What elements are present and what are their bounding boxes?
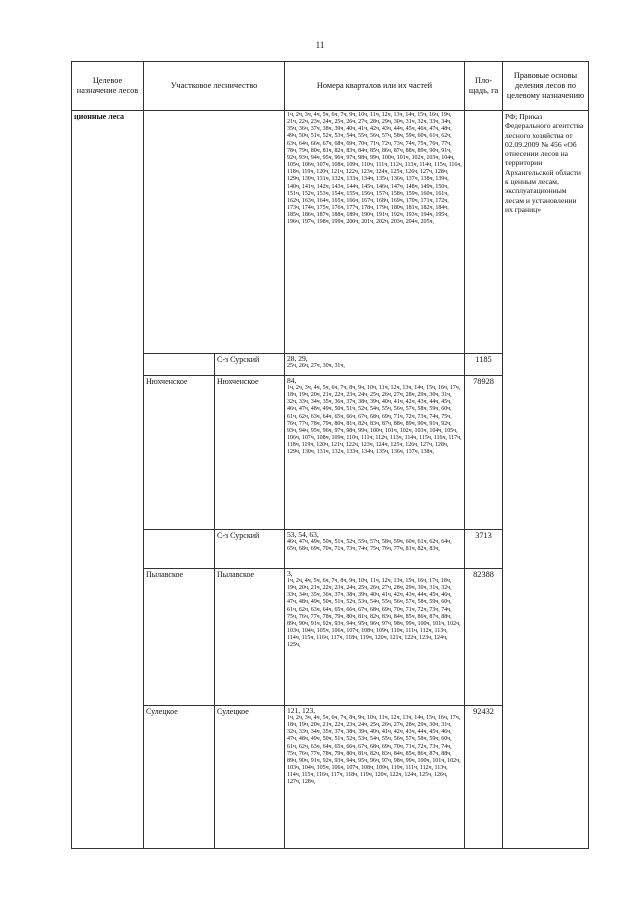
area-cell — [465, 111, 503, 354]
local-forestry-cell: Нюхченское — [215, 376, 285, 530]
subdivision-cell: Сулецкое — [144, 706, 215, 849]
area-cell: 92432 — [465, 706, 503, 849]
quarters-cell — [285, 706, 465, 849]
local-forestry-cell: С-з Сурский — [215, 354, 285, 376]
quarters-parts: 46ч, 47ч, 49ч, 50ч, 51ч, 52ч, 55ч, 57ч, 58ч, 59ч, 60ч, 61ч, 62ч, 64ч, 65ч, 68ч, 69ч, 70ч, 71ч, 73ч, 74ч, 75ч, 76ч, 77ч, 81ч, 82ч, 83ч, — [287, 539, 452, 553]
quarters-cell — [285, 569, 465, 706]
area-cell: 78928 — [465, 376, 503, 530]
local-forestry-cell: С-з Сурский — [215, 530, 285, 569]
quarters-whole: 121, 123, — [287, 706, 316, 715]
quarters-whole: 84, — [287, 376, 297, 385]
quarters-cell — [285, 376, 465, 530]
subdivision-cell — [144, 530, 215, 569]
header-subdivision: Участковое лесничество — [144, 62, 285, 111]
table-header-row — [72, 62, 589, 111]
header-area: Пло-щадь, га — [465, 62, 503, 111]
table-row — [72, 111, 589, 354]
quarters-parts: 1ч, 2ч, 4ч, 5ч, 6ч, 7ч, 8ч, 9ч, 10ч, 11ч, 12ч, 13ч, 15ч, 16ч, 17ч, 18ч, 19ч, 20ч, 21ч, 22ч, 23ч, 24ч, 25ч, 26ч, 27ч, 28ч, 29ч, 30ч, 31ч, 32ч, 33ч, 34ч, 35ч, 36ч, 37ч, 38ч, 39ч, 40ч, 41ч, 42ч, 43ч, 44ч, 45ч, 46ч, 47ч, 48ч, 49ч, 50ч, 51ч, 52ч, 53ч, 54ч, 55ч, 56ч, 57ч, 58ч, 59ч, 60ч, 61ч, 62ч, 63ч, 64ч, 65ч, 66ч, 67ч, 68ч, 69ч, 70ч, 71ч, 72ч, 73ч, 74ч, 75ч, 76ч, 77ч, 78ч, 79ч, 80ч, 81ч, 82ч, 83ч, 84ч, 85ч, 86ч, 87ч, 88ч, 89ч, 90ч, 91ч, 92ч, 93ч, 94ч, 95ч, 96ч, 97ч, 98ч, 99ч, 100ч, 101ч, 102ч, 103ч, 104ч, 105ч, 106ч, 107ч, 108ч, 109ч, 110ч, 111ч, 112ч, 113ч, 114ч, 115ч, 116ч, 117ч, 118ч, 119ч, 120ч, 121ч, 122ч, 123ч, 124ч, 125ч, — [287, 578, 461, 649]
quarters-cell — [285, 354, 465, 376]
subdivision-cell: Пылавское — [144, 569, 215, 706]
area-cell: 1185 — [465, 354, 503, 376]
header-quarters: Номера кварталов или их частей — [285, 62, 465, 111]
header-legal: Правовые основы деления лесов по целевому назначению — [503, 62, 589, 111]
subdivision-cell — [144, 354, 215, 376]
quarters-parts: 1ч, 2ч, 3ч, 4ч, 5ч, 6ч, 7ч, 8ч, 9ч, 10ч, 11ч, 12ч, 13ч, 14ч, 15ч, 16ч, 17ч, 18ч, 19ч, 20ч, 21ч, 22ч, 23ч, 24ч, 25ч, 26ч, 27ч, 28ч, 29ч, 30ч, 31ч, 32ч, 33ч, 34ч, 35ч, 36ч, 37ч, 38ч, 39ч, 40ч, 41ч, 42ч, 43ч, 44ч, 45ч, 46ч, 47ч, 48ч, 49ч, 50ч, 51ч, 52ч, 54ч, 55ч, 56ч, 57ч, 58ч, 59ч, 60ч, 61ч, 62ч, 63ч, 64ч, 65ч, 66ч, 67ч, 68ч, 69ч, 71ч, 72ч, 73ч, 74ч, 75ч, 76ч, 77ч, 78ч, 79ч, 80ч, 81ч, 82ч, 83ч, 87ч, 88ч, 89ч, 90ч, 91ч, 92ч, 93ч, 94ч, 95ч, 96ч, 97ч, 98ч, 99ч, 100ч, 101ч, 102ч, 103ч, 104ч, 105ч, 106ч, 107ч, 108ч, 109ч, 110ч, 111ч, 112ч, 113ч, 114ч, 115ч, 116ч, 117ч, 118ч, 119ч, 120ч, 121ч, 122ч, 123ч, 124ч, 125ч, 126ч, 127ч, 128ч, 129ч, 130ч, 131ч, 132ч, 133ч, 134ч, 135ч, 136ч, 137ч, 138ч, — [287, 385, 462, 456]
quarters-parts: 25ч, 26ч, 27ч, 30ч, 31ч, — [287, 363, 345, 369]
area-cell: 3713 — [465, 530, 503, 569]
quarters-cell: 1ч, 2ч, 3ч, 4ч, 5ч, 6ч, 7ч, 9ч, 10ч, 11ч, 12ч, 13ч, 14ч, 15ч, 16ч, 19ч, 21ч, 22ч, 23ч, 24ч, 25ч, 26ч, 27ч, 28ч, 29ч, 30ч, 31ч, 32ч, 33ч, 34ч, 35ч, 36ч, 37ч, 38ч, 39ч, 40ч, 41ч, 42ч, 43ч, 44ч, 45ч, 46ч, 47ч, 48ч, 49ч, 50ч, 51ч, 52ч, 53ч, 54ч, 55ч, 56ч, 57ч, 58ч, 59ч, 60ч, 61ч, 62ч, 63ч, 64ч, 66ч, 67ч, 68ч, 69ч, 70ч, 71ч, 72ч, 73ч, 74ч, 75ч, 76ч, 77ч, 78ч, 79ч, 80ч, 81ч, 82ч, 83ч, 84ч, 85ч, 86ч, 87ч, 88ч, 89ч, 90ч, 91ч, 92ч, 93ч, 94ч, 95ч, 96ч, 97ч, 98ч, 99ч, 100ч, 101ч, 102ч, 103ч, 104ч, 105ч, 106ч, 107ч, 108ч, 109ч, 110ч, 111ч, 112ч, 113ч, 114ч, 115ч, 116ч, 118ч, 119ч, 120ч, 121ч, 122ч, 123ч, 124ч, 125ч, 126ч, 127ч, 128ч, 129ч, 130ч, 131ч, 132ч, 133ч, 134ч, 135ч, 136ч, 137ч, 138ч, 139ч, 140ч, 141ч, 142ч, 143ч, 144ч, 145ч, 146ч, 147ч, 148ч, 149ч, 150ч, 151ч, 152ч, 153ч, 154ч, 155ч, 156ч, 157ч, 158ч, 159ч, 160ч, 161ч, 162ч, 163ч, 164ч, 165ч, 166ч, 167ч, 168ч, 169ч, 170ч, 171ч, 172ч, 173ч, 174ч, 175ч, 176ч, 177ч, 178ч, 179ч, 180ч, 181ч, 182ч, 184ч, 185ч, 186ч, 187ч, 188ч, 189ч, 190ч, 191ч, 192ч, 193ч, 194ч, 195ч, 196ч, 197ч, 198ч, 199ч, 200ч, 201ч, 202ч, 203ч, 204ч, 205ч, — [285, 111, 465, 354]
quarters-whole: 53, 54, 63, — [287, 530, 319, 539]
local-forestry-cell: Пылавское — [215, 569, 285, 706]
quarters-parts: 1ч, 2ч, 3ч, 4ч, 5ч, 6ч, 7ч, 8ч, 9ч, 10ч, 11ч, 12ч, 13ч, 14ч, 15ч, 16ч, 17ч, 18ч, 19ч, 20ч, 21ч, 22ч, 23ч, 24ч, 25ч, 26ч, 27ч, 28ч, 29ч, 30ч, 31ч, 32ч, 33ч, 34ч, 35ч, 37ч, 38ч, 39ч, 40ч, 41ч, 42ч, 43ч, 44ч, 45ч, 46ч, 47ч, 48ч, 49ч, 50ч, 51ч, 52ч, 53ч, 54ч, 55ч, 56ч, 57ч, 58ч, 59ч, 60ч, 61ч, 62ч, 63ч, 64ч, 65ч, 66ч, 67ч, 68ч, 69ч, 70ч, 71ч, 72ч, 73ч, 74ч, 75ч, 76ч, 77ч, 78ч, 79ч, 80ч, 81ч, 82ч, 83ч, 84ч, 85ч, 86ч, 87ч, 88ч, 89ч, 90ч, 91ч, 92ч, 93ч, 94ч, 95ч, 96ч, 97ч, 98ч, 99ч, 100ч, 101ч, 102ч, 103ч, 104ч, 105ч, 106ч, 107ч, 108ч, 109ч, 110ч, 111ч, 112ч, 113ч, 114ч, 115ч, 116ч, 117ч, 118ч, 119ч, 120ч, 122ч, 124ч, 125ч, 126ч, 127ч, 128ч, — [287, 715, 461, 786]
quarters-whole: 28, 29, — [287, 354, 308, 363]
forest-division-table — [71, 61, 589, 849]
purpose-cell — [72, 111, 144, 849]
area-cell: 82388 — [465, 569, 503, 706]
subdivision-cell: Нюхченское — [144, 376, 215, 530]
quarters-whole: 3, — [287, 569, 293, 578]
subdivision-cell — [144, 111, 285, 354]
page-number: 11 — [315, 40, 325, 50]
purpose-text: ционные леса — [74, 112, 125, 121]
local-forestry-cell: Сулецкое — [215, 706, 285, 849]
legal-basis-cell: РФ; Приказ Федерального агентства лесного хозяйства от 02.09.2009 № 456 «Об отнесении лесов на территории Архангельской области к ценным лесам, эксплуатационным лесам и установлении их границ» — [503, 111, 589, 849]
quarters-cell — [285, 530, 465, 569]
header-purpose: Целевое назначение лесов — [72, 62, 144, 111]
